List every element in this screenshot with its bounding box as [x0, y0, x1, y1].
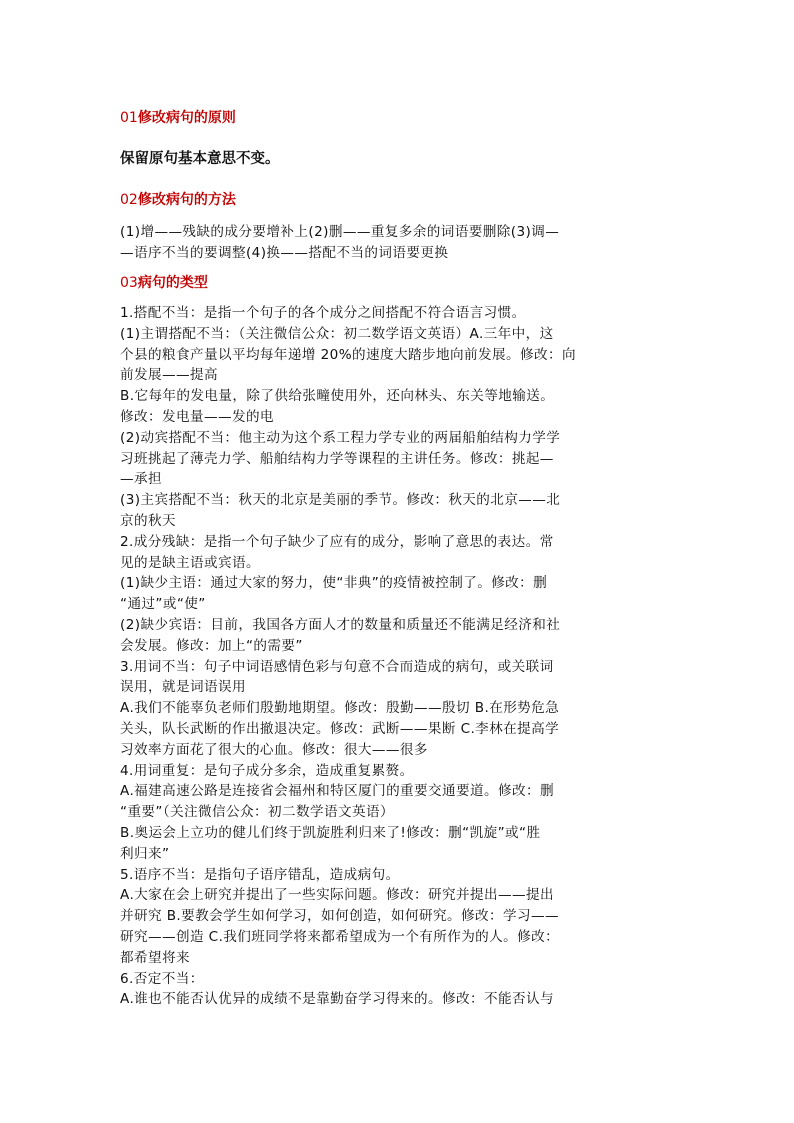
text-line: 修改：发电量——发的电 — [120, 408, 274, 425]
text-line: B.奥运会上立功的健儿们终于凯旋胜利归来了!修改：删“凯旋”或“胜 — [120, 824, 541, 841]
methods-paragraph — [120, 222, 676, 264]
principle-text: 保留原句基本意思不变。 — [120, 151, 280, 167]
section-number: 03 — [120, 275, 138, 291]
section-title: 病句的类型 — [137, 275, 208, 291]
text-line: 误用，就是词语误用 — [120, 679, 246, 696]
text-line: 并研究 B.要教会学生如何学习，如何创造，如何研究。修改：学习—— — [120, 908, 559, 925]
text-line: “通过”或“使” — [120, 596, 206, 613]
text-line: 个县的粮食产量以平均每年递增 20%的速度大踏步地向前发展。修改：向 — [120, 346, 576, 363]
text-line: 前发展——提高 — [120, 367, 218, 384]
types-paragraph — [120, 303, 676, 1010]
text-line: 习效率方面花了很大的心血。修改：很大——很多 — [120, 741, 428, 758]
text-line: (1)缺少主语：通过大家的努力，使“非典”的疫情被控制了。修改：删 — [120, 575, 548, 592]
text-line: (1)增——残缺的成分要增补上(2)删——重复多余的词语要删除(3)调— — [120, 224, 560, 240]
text-line: 3.用词不当：句子中词语感情色彩与句意不合而造成的病句，或关联词 — [120, 658, 554, 675]
text-line: 会发展。修改：加上“的需要” — [120, 637, 303, 654]
text-line: 4.用词重复：是句子成分多余，造成重复累赘。 — [120, 762, 414, 779]
text-line: A.我们不能辜负老师们殷勤地期望。修改：殷勤——殷切 B.在形势危急 — [120, 700, 560, 717]
text-line: “重要”（关注微信公众：初二数学语文英语） — [120, 804, 394, 821]
section-heading-03 — [120, 273, 208, 293]
text-line: B.它每年的发电量，除了供给张疃使用外，还向林头、东关等地输送。 — [120, 388, 555, 405]
text-line: 习班挑起了薄壳力学、船舶结构力学等课程的主讲任务。修改：挑起— — [120, 450, 554, 467]
text-line: 见的是缺主语或宾语。 — [120, 554, 260, 571]
text-line: A.大家在会上研究并提出了一些实际问题。修改：研究并提出——提出 — [120, 887, 554, 904]
text-line: (2)缺少宾语：目前，我国各方面人才的数量和质量还不能满足经济和社 — [120, 616, 561, 633]
text-line: 关头，队长武断的作出撤退决定。修改：武断——果断 C.李林在提高学 — [120, 720, 560, 737]
text-line: (2)动宾搭配不当：他主动为这个系工程力学专业的两届船舶结构力学学 — [120, 429, 561, 446]
text-line: 京的秋天 — [120, 512, 176, 529]
text-line: 1.搭配不当：是指一个句子的各个成分之间搭配不符合语言习惯。 — [120, 305, 526, 321]
text-line: 2.成分残缺：是指一个句子缺少了应有的成分，影响了意思的表达。常 — [120, 533, 554, 550]
section-number: 01 — [120, 110, 138, 126]
text-line: A.福建高速公路是连接省会福州和特区厦门的重要交通要道。修改：删 — [120, 783, 554, 800]
text-line: 5.语序不当：是指句子语序错乱，造成病句。 — [120, 866, 400, 883]
section-heading-02 — [120, 190, 236, 210]
text-line: 6.否定不当： — [120, 970, 204, 987]
section-number: 02 — [120, 192, 138, 208]
text-line: —语序不当的要调整(4)换——搭配不当的词语要更换 — [120, 244, 449, 261]
text-line: (1)主谓搭配不当：（关注微信公众：初二数学语文英语）A.三年中，这 — [120, 325, 554, 342]
text-line: 都希望将来 — [120, 949, 190, 966]
section-title: 修改病句的原则 — [137, 110, 236, 126]
text-line: (3)主宾搭配不当：秋天的北京是美丽的季节。修改：秋天的北京——北 — [120, 492, 561, 509]
text-line: 研究——创造 C.我们班同学将来都希望成为一个有所作为的人。修改： — [120, 928, 560, 945]
section-heading-01 — [120, 108, 236, 128]
text-line: —承担 — [120, 471, 162, 488]
section-title: 修改病句的方法 — [137, 192, 236, 208]
text-line: 利归来” — [120, 845, 170, 862]
text-line: A.谁也不能否认优异的成绩不是靠勤奋学习得来的。修改：不能否认与 — [120, 991, 554, 1008]
